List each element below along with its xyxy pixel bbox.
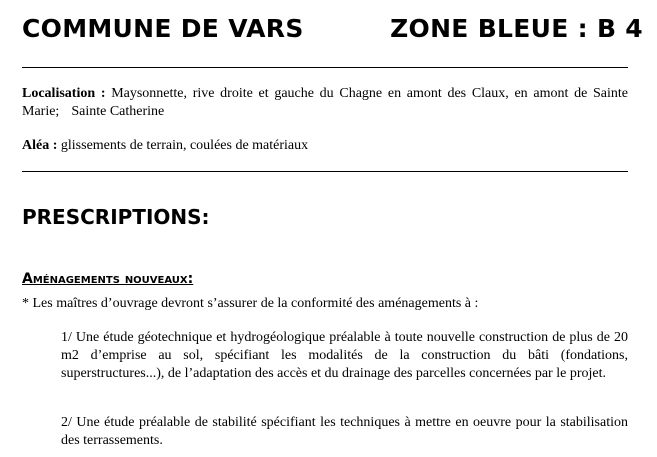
localisation-paragraph — [22, 85, 628, 121]
localisation-text-2: Sainte Catherine — [71, 104, 165, 119]
zone-title: ZONE BLEUE : B 4 — [390, 14, 643, 43]
prescriptions-heading: PRESCRIPTIONS: — [22, 205, 210, 229]
amenagements-intro: * Les maîtres d’ouvrage devront s’assurer de la conformité des aménagements à : — [22, 296, 479, 311]
prescription-item-2: 2/ Une étude préalable de stabilité spécifiant les techniques à mettre en oeuvre pour la stabilisation des terrassements. — [61, 415, 628, 448]
commune-title: COMMUNE DE VARS — [22, 14, 304, 43]
prescription-item-1: 1/ Une étude géotechnique et hydrogéologique préalable à toute nouvelle construction de plus de 20 m2 d’emprise au sol, spécifiant les modalités de la construction du bâti (fondations, superstructures...), de l’adaptation des accès et du drainage des parcelles concernées par le projet. — [61, 330, 628, 381]
bottom-divider — [22, 171, 628, 172]
top-divider — [22, 67, 628, 68]
alea-paragraph — [22, 137, 628, 155]
localisation-text: Maysonnette, rive droite et gauche du Chagne en amont des Claux, en amont de Sainte Marie; — [22, 86, 628, 119]
alea-text: glissements de terrain, coulées de matériaux — [60, 138, 309, 153]
localisation-label: Localisation : — [22, 86, 106, 101]
amenagements-heading: Aménagements nouveaux: — [22, 271, 194, 287]
alea-label: Aléa : — [22, 138, 58, 153]
